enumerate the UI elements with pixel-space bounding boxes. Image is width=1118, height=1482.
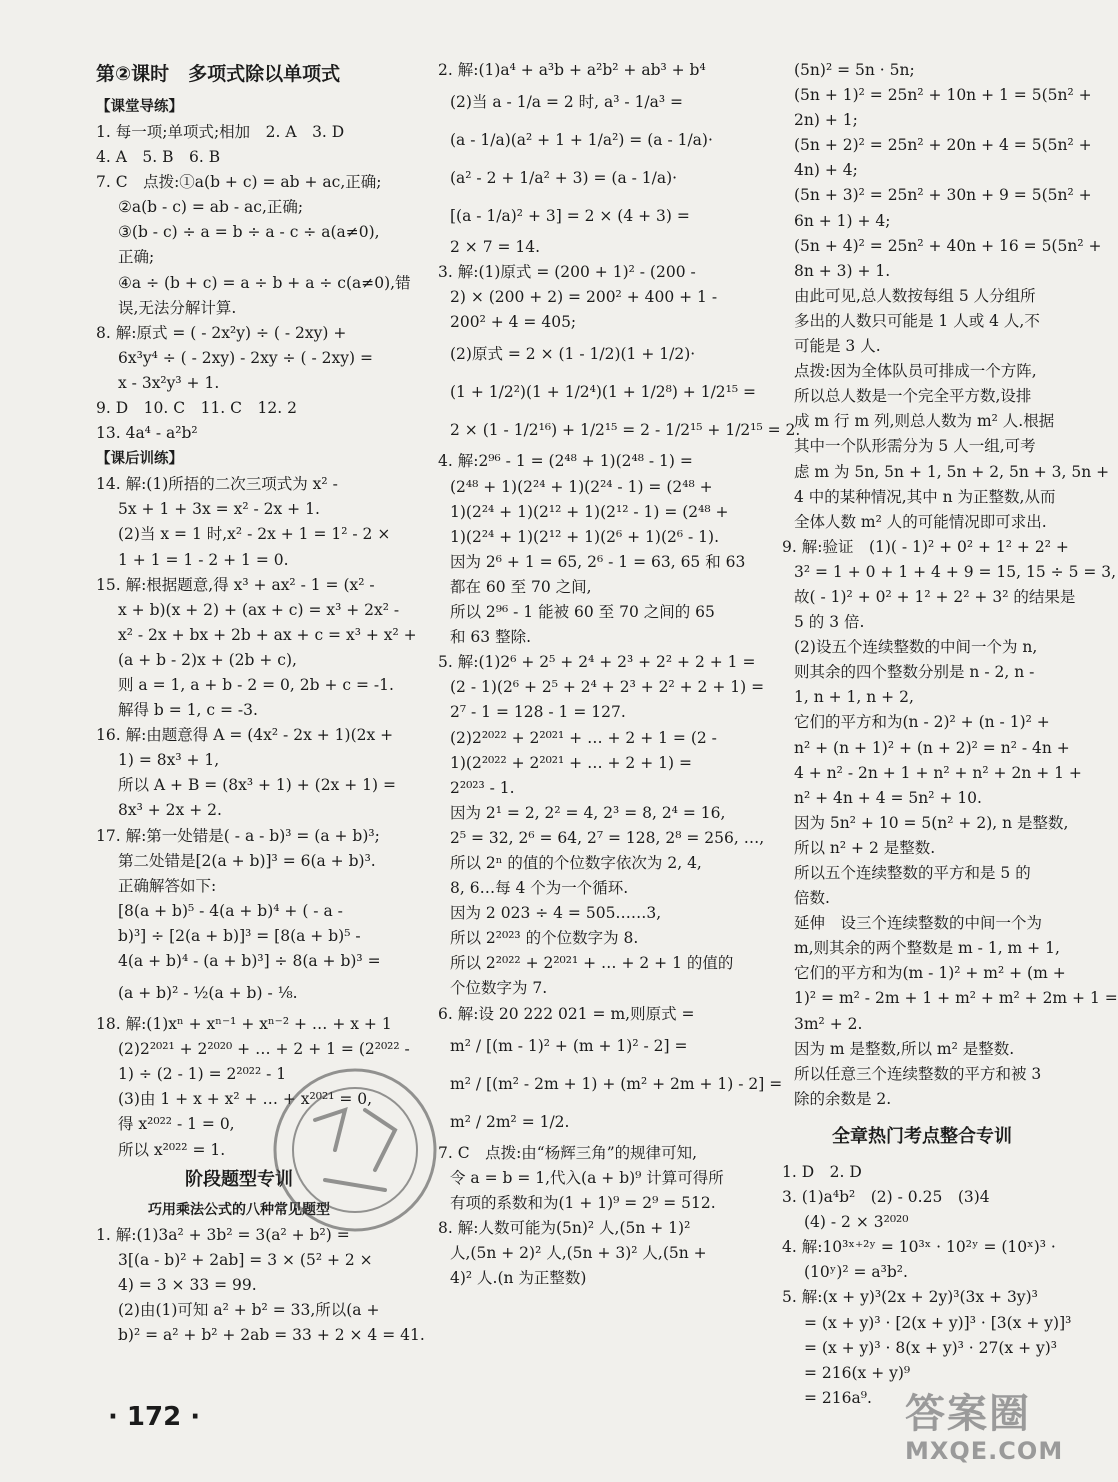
answer-line: 4(a + b)⁴ - (a + b)³] ÷ 8(a + b)³ = bbox=[118, 952, 381, 970]
answer-line: 虑 m 为 5n, 5n + 1, 5n + 2, 5n + 3, 5n + bbox=[794, 462, 1110, 481]
answer-line: = (x + y)³ · [2(x + y)]³ · [3(x + y)]³ bbox=[804, 1313, 1072, 1332]
answer-line: 和 63 整除. bbox=[450, 628, 532, 647]
answer-line-fraction: (2)当 a - 1/a = 2 时, a³ - 1/a³ = bbox=[450, 93, 684, 112]
answer-line: 18. 解:(1)xⁿ + xⁿ⁻¹ + xⁿ⁻² + … + x + 1 bbox=[96, 1015, 392, 1034]
answer-line: 解得 b = 1, c = -3. bbox=[118, 701, 258, 720]
answer-line-fraction: (2)原式 = 2 × (1 - 1/2)(1 + 1/2)· bbox=[450, 345, 696, 364]
answer-line: 1)(2²⁴ + 1)(2¹² + 1)(2¹² - 1) = (2⁴⁸ + bbox=[450, 502, 729, 521]
answer-line: 正确; bbox=[118, 248, 155, 267]
answer-line: 8n + 3) + 1. bbox=[794, 261, 891, 280]
answer-line: 所以 2²⁰²³ 的个位数字为 8. bbox=[450, 929, 639, 948]
answer-line: 3m² + 2. bbox=[794, 1014, 863, 1033]
answer-line: 5x + 1 + 3x = x² - 2x + 1. bbox=[118, 500, 320, 519]
answer-line: 它们的平方和为(n - 2)² + (n - 1)² + bbox=[794, 713, 1050, 732]
answer-line: 2⁵ = 32, 2⁶ = 64, 2⁷ = 128, 2⁸ = 256, …, bbox=[450, 828, 765, 847]
answer-line-fraction: (a + b)² - ½(a + b) - ⅛. bbox=[118, 984, 298, 1003]
answer-line: 误,无法分解计算. bbox=[118, 298, 237, 317]
answer-line: b)³] ÷ [2(a + b)]³ = [8(a + b)⁵ - bbox=[118, 926, 361, 945]
answer-line: 除的余数是 2. bbox=[794, 1089, 892, 1108]
answer-line: 8. 解:原式 = ( - 2x²y) ÷ ( - 2xy) + bbox=[96, 323, 347, 342]
answer-line: 1. 解:(1)3a² + 3b² = 3(a² + b²) = bbox=[96, 1225, 350, 1244]
answer-line: (2⁴⁸ + 1)(2²⁴ + 1)(2²⁴ - 1) = (2⁴⁸ + bbox=[450, 477, 713, 496]
answer-line: 1. D 2. D bbox=[782, 1162, 862, 1181]
answer-line: 1)(2²⁰²² + 2²⁰²¹ + … + 2 + 1) = bbox=[450, 753, 692, 772]
answer-line: (5n + 3)² = 25n² + 30n + 9 = 5(5n² + bbox=[794, 186, 1092, 205]
answer-line: 2⁷ - 1 = 128 - 1 = 127. bbox=[450, 703, 626, 722]
answer-line: 有项的系数和为(1 + 1)⁹ = 2⁹ = 512. bbox=[450, 1193, 716, 1212]
answer-line: 3[(a - b)² + 2ab] = 3 × (5² + 2 × bbox=[118, 1250, 373, 1269]
answer-line: n² + (n + 1)² + (n + 2)² = n² - 4n + bbox=[794, 738, 1070, 757]
answer-line: 所以 A + B = (8x³ + 1) + (2x + 1) = bbox=[118, 776, 396, 795]
answer-line: = (x + y)³ · 8(x + y)³ · 27(x + y)³ bbox=[804, 1338, 1058, 1357]
answer-line: (5n + 1)² = 25n² + 10n + 1 = 5(5n² + bbox=[794, 86, 1092, 105]
corner-logo-url: MXQE.COM bbox=[905, 1437, 1064, 1465]
answer-line: 所以 2²⁰²² + 2²⁰²¹ + … + 2 + 1 的值的 bbox=[450, 954, 734, 973]
answer-line: 1, n + 1, n + 2, bbox=[794, 688, 914, 707]
chapter-special-title: 全章热门考点整合专训 bbox=[832, 1125, 1012, 1147]
answer-line: 4. 解:2⁹⁶ - 1 = (2⁴⁸ + 1)(2⁴⁸ - 1) = bbox=[438, 452, 693, 471]
section-in-class: 【课堂导练】 bbox=[96, 99, 183, 115]
answer-line: 15. 解:根据题意,得 x³ + ax² - 1 = (x² - bbox=[96, 575, 375, 594]
answer-line: 3. (1)a⁴b² (2) - 0.25 (3)4 bbox=[782, 1188, 990, 1207]
answer-line: 3. 解:(1)原式 = (200 + 1)² - (200 - bbox=[438, 263, 696, 282]
answer-line: ④a ÷ (b + c) = a ÷ b + a ÷ c(a≠0),错 bbox=[118, 273, 411, 292]
answer-line: 所以 n² + 2 是整数. bbox=[794, 838, 936, 857]
answer-line: 令 a = b = 1,代入(a + b)⁹ 计算可得所 bbox=[450, 1168, 724, 1187]
answer-line: 2 × 7 = 14. bbox=[450, 238, 541, 257]
answer-line-fraction: (a² - 2 + 1/a² + 3) = (a - 1/a)· bbox=[450, 169, 678, 188]
answer-line: (5n + 4)² = 25n² + 40n + 16 = 5(5n² + bbox=[794, 236, 1102, 255]
answer-line: 7. C 点拨:由“杨辉三角”的规律可知, bbox=[438, 1143, 698, 1162]
answer-line-fraction: [(a - 1/a)² + 3] = 2 × (4 + 3) = bbox=[450, 207, 690, 226]
answer-line: 4. A 5. B 6. B bbox=[96, 148, 221, 167]
answer-line: 5 的 3 倍. bbox=[794, 613, 865, 632]
stage-training-title: 阶段题型专训 bbox=[185, 1168, 293, 1190]
answer-line: 8. 解:人数可能为(5n)² 人,(5n + 1)² bbox=[438, 1218, 691, 1237]
answer-line: 其中一个队形需分为 5 人一组,可考 bbox=[794, 437, 1036, 456]
answer-line: 2. 解:(1)a⁴ + a³b + a²b² + ab³ + b⁴ bbox=[438, 61, 706, 79]
answer-line: 9. 解:验证 (1)( - 1)² + 0² + 1² + 2² + bbox=[782, 537, 1069, 556]
answer-line: 所以五个连续整数的平方和是 5 的 bbox=[794, 864, 1031, 882]
answer-line: [8(a + b)⁵ - 4(a + b)⁴ + ( - a - bbox=[118, 901, 343, 920]
answer-line: (2)由(1)可知 a² + b² = 33,所以(a + bbox=[118, 1300, 380, 1319]
answer-line: 因为 2¹ = 2, 2² = 4, 2³ = 8, 2⁴ = 16, bbox=[450, 803, 726, 822]
answer-line: 故( - 1)² + 0² + 1² + 2² + 3² 的结果是 bbox=[794, 587, 1076, 606]
chapter-title: 第②课时 多项式除以单项式 bbox=[96, 63, 341, 85]
answer-line: 4 + n² - 2n + 1 + n² + n² + 2n + 1 + bbox=[794, 763, 1082, 782]
answer-line: 4. 解:10³ˣ⁺²ʸ = 10³ˣ · 10²ʸ = (10ˣ)³ · bbox=[782, 1238, 1056, 1257]
answer-line: x - 3x²y³ + 1. bbox=[118, 373, 220, 392]
answer-line: 2²⁰²³ - 1. bbox=[450, 778, 515, 797]
answer-line: 因为 m 是整数,所以 m² 是整数. bbox=[794, 1039, 1015, 1058]
answer-line: 可能是 3 人. bbox=[794, 337, 881, 356]
answer-line: 所以 2ⁿ 的值的个位数字依次为 2, 4, bbox=[450, 853, 702, 872]
section-after-class: 【课后训练】 bbox=[96, 451, 183, 468]
answer-line: 4 中的某种情况,其中 n 为正整数,从而 bbox=[794, 487, 1056, 506]
answer-line: 17. 解:第一处错是( - a - b)³ = (a + b)³; bbox=[96, 826, 380, 845]
answer-line: 人,(5n + 2)² 人,(5n + 3)² 人,(5n + bbox=[450, 1244, 707, 1262]
answer-line: (2 - 1)(2⁶ + 2⁵ + 2⁴ + 2³ + 2² + 2 + 1) = bbox=[450, 678, 765, 697]
answer-line: b)² = a² + b² + 2ab = 33 + 2 × 4 = 41. bbox=[118, 1326, 425, 1345]
page-number: · 172 · bbox=[108, 1402, 201, 1432]
answer-line: 成 m 行 m 列,则总人数为 m² 人.根据 bbox=[794, 412, 1055, 431]
answer-line: 200² + 4 = 405; bbox=[450, 313, 577, 332]
answer-line: 所以 2⁹⁶ - 1 能被 60 至 70 之间的 65 bbox=[450, 603, 715, 622]
answer-line: 4)² 人.(n 为正整数) bbox=[450, 1269, 587, 1288]
answer-line: 都在 60 至 70 之间, bbox=[450, 577, 592, 596]
answer-line: 7. C 点拨:①a(b + c) = ab + ac,正确; bbox=[96, 173, 382, 192]
answer-line: 则其余的四个整数分别是 n - 2, n - bbox=[794, 663, 1035, 682]
answer-line: 多出的人数只可能是 1 人或 4 人,不 bbox=[794, 311, 1040, 330]
answer-line: (2)2²⁰²² + 2²⁰²¹ + … + 2 + 1 = (2 - bbox=[450, 728, 717, 747]
answer-line: 5. 解:(1)2⁶ + 2⁵ + 2⁴ + 2³ + 2² + 2 + 1 = bbox=[438, 653, 756, 672]
answer-line: = 216(x + y)⁹ bbox=[804, 1363, 911, 1382]
answer-line: 由此可见,总人数按每组 5 人分组所 bbox=[794, 286, 1036, 305]
answer-line: 16. 解:由题意得 A = (4x² - 2x + 1)(2x + bbox=[96, 726, 394, 745]
answer-line: 它们的平方和为(m - 1)² + m² + (m + bbox=[794, 964, 1066, 983]
answer-line: 1 + 1 = 1 - 2 + 1 = 0. bbox=[118, 550, 289, 569]
after-class-answers bbox=[96, 472, 417, 1162]
answer-line: 1. 每一项;单项式;相加 2. A 3. D bbox=[96, 123, 345, 141]
in-class-answers bbox=[96, 120, 411, 446]
answer-line: 5. 解:(x + y)³(2x + 2y)³(3x + 3y)³ bbox=[782, 1288, 1038, 1307]
answer-line: ②a(b - c) = ab - ac,正确; bbox=[118, 198, 304, 217]
answer-line: 第二处错是[2(a + b)]³ = 6(a + b)³. bbox=[118, 851, 376, 870]
answer-line: 全体人数 m² 人的可能情况即可求出. bbox=[794, 512, 1047, 531]
answer-line: (5n)² = 5n · 5n; bbox=[794, 61, 915, 79]
answer-line: 所以 x²⁰²² = 1. bbox=[118, 1140, 226, 1159]
answer-line: 6x³y⁴ ÷ ( - 2xy) - 2xy ÷ ( - 2xy) = bbox=[118, 348, 373, 367]
answer-line-fraction: 2 × (1 - 1/2¹⁶) + 1/2¹⁵ = 2 - 1/2¹⁵ + 1/2¹⁵ = 2. bbox=[450, 421, 801, 440]
answer-line: 所以总人数是一个完全平方数,设排 bbox=[794, 387, 1032, 406]
column-right bbox=[782, 58, 1118, 1411]
answer-line: (2)当 x = 1 时,x² - 2x + 1 = 1² - 2 × bbox=[118, 525, 391, 544]
answer-line: x² - 2x + bx + 2b + ax + c = x³ + x² + bbox=[118, 625, 417, 644]
answer-line: 4n) + 4; bbox=[794, 161, 858, 180]
column-left bbox=[96, 58, 425, 1348]
answer-line: 6n + 1) + 4; bbox=[794, 211, 891, 230]
answer-line: 因为 2⁶ + 1 = 65, 2⁶ - 1 = 63, 65 和 63 bbox=[450, 552, 746, 571]
answer-line: (2)设五个连续整数的中间一个为 n, bbox=[794, 638, 1038, 657]
answer-line: 6. 解:设 20 222 021 = m,则原式 = bbox=[438, 1004, 695, 1023]
answer-line: 1)² = m² - 2m + 1 + m² + m² + 2m + 1 = bbox=[794, 989, 1118, 1008]
stage-training-answers bbox=[96, 1223, 425, 1348]
answer-line: 得 x²⁰²² - 1 = 0, bbox=[118, 1115, 235, 1134]
answer-line-fraction: m² / [(m - 1)² + (m + 1)² - 2] = bbox=[450, 1036, 688, 1055]
answer-line: 因为 5n² + 10 = 5(n² + 2), n 是整数, bbox=[794, 813, 1069, 832]
answer-line: = 216a⁹. bbox=[804, 1388, 872, 1407]
answer-line: 1) = 8x³ + 1, bbox=[118, 751, 220, 770]
answer-line: 14. 解:(1)所捂的二次三项式为 x² - bbox=[96, 475, 338, 494]
stage-training-subtitle: 巧用乘法公式的八种常见题型 bbox=[148, 1201, 330, 1218]
answer-line: n² + 4n + 4 = 5n² + 10. bbox=[794, 788, 982, 807]
answer-line: (10ʸ)² = a³b². bbox=[804, 1263, 908, 1282]
column-middle bbox=[438, 58, 801, 1291]
answer-line: 1) ÷ (2 - 1) = 2²⁰²² - 1 bbox=[118, 1065, 287, 1084]
answer-line: (3)由 1 + x + x² + … + x²⁰²¹ = 0, bbox=[118, 1090, 373, 1109]
corner-logo-text: 答案圈 bbox=[905, 1391, 1031, 1437]
answer-line: 4) = 3 × 33 = 99. bbox=[118, 1275, 257, 1294]
answer-line: 2n) + 1; bbox=[794, 111, 858, 130]
answer-line: (4) - 2 × 3²⁰²⁰ bbox=[804, 1213, 909, 1232]
answer-line: 个位数字为 7. bbox=[450, 979, 548, 998]
answer-line: 倍数. bbox=[794, 889, 830, 908]
answer-line: 则 a = 1, a + b - 2 = 0, 2b + c = -1. bbox=[118, 675, 394, 694]
answer-line: 所以任意三个连续整数的平方和被 3 bbox=[794, 1064, 1042, 1083]
answer-line: 正确解答如下: bbox=[118, 876, 217, 895]
answer-line-fraction: m² / [(m² - 2m + 1) + (m² + 2m + 1) - 2] = bbox=[450, 1074, 783, 1093]
answer-line: 2) × (200 + 2) = 200² + 400 + 1 - bbox=[450, 288, 718, 307]
answer-line: 延伸 设三个连续整数的中间一个为 bbox=[794, 914, 1043, 933]
answer-line: 3² = 1 + 0 + 1 + 4 + 9 = 15, 15 ÷ 5 = 3, bbox=[794, 562, 1117, 581]
answer-line: ③(b - c) ÷ a = b ÷ a - c ÷ a(a≠0), bbox=[118, 223, 380, 242]
answer-line: 8, 6…每 4 个为一个循环. bbox=[450, 879, 629, 898]
answer-line: 8x³ + 2x + 2. bbox=[118, 801, 222, 820]
answer-line: 1)(2²⁴ + 1)(2¹² + 1)(2⁶ + 1)(2⁶ - 1). bbox=[450, 527, 720, 546]
answer-line: x + b)(x + 2) + (ax + c) = x³ + 2x² - bbox=[118, 600, 400, 619]
answer-line: (2)2²⁰²¹ + 2²⁰²⁰ + … + 2 + 1 = (2²⁰²² - bbox=[118, 1040, 410, 1059]
answer-line: 点拨:因为全体队员可排成一个方阵, bbox=[794, 362, 1037, 381]
answer-line: 9. D 10. C 11. C 12. 2 bbox=[96, 399, 297, 418]
answer-line: (5n + 2)² = 25n² + 20n + 4 = 5(5n² + bbox=[794, 136, 1092, 155]
answer-line: 13. 4a⁴ - a²b² bbox=[96, 424, 198, 443]
answer-line-fraction: (a - 1/a)(a² + 1 + 1/a²) = (a - 1/a)· bbox=[450, 131, 713, 150]
answer-line: m,则其余的两个整数是 m - 1, m + 1, bbox=[794, 939, 1060, 958]
answer-line: 因为 2 023 ÷ 4 = 505……3, bbox=[450, 904, 662, 923]
answer-line: (a + b - 2)x + (2b + c), bbox=[118, 650, 297, 669]
answer-line-fraction: (1 + 1/2²)(1 + 1/2⁴)(1 + 1/2⁸) + 1/2¹⁵ = bbox=[450, 383, 756, 402]
corner-logo bbox=[905, 1392, 1065, 1474]
answer-line-fraction: m² / 2m² = 1/2. bbox=[450, 1112, 570, 1131]
